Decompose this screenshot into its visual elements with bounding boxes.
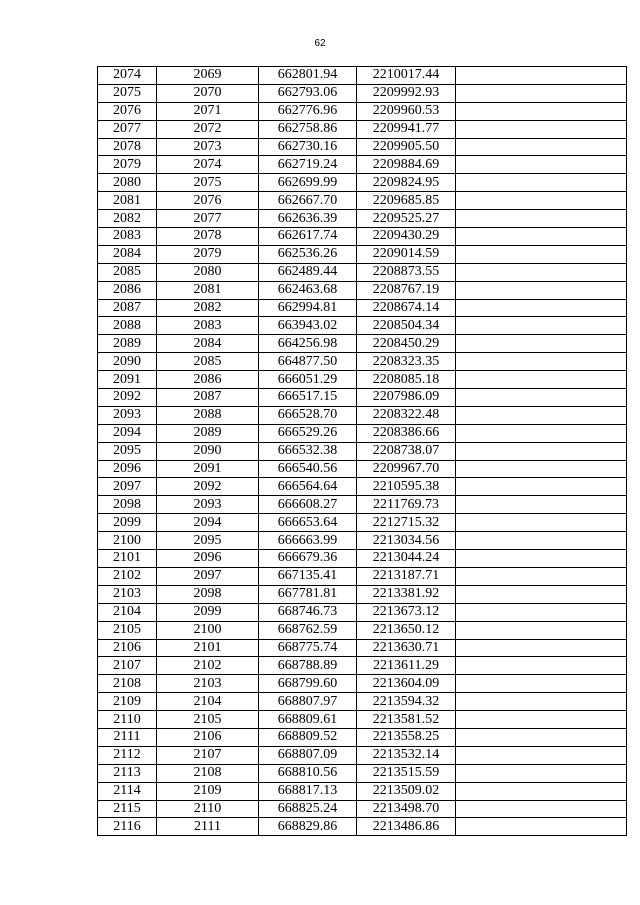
notes-cell xyxy=(456,210,627,228)
y-coordinate-cell: 2213611.29 xyxy=(357,657,456,675)
y-coordinate-cell: 2208674.14 xyxy=(357,299,456,317)
notes-cell xyxy=(456,800,627,818)
table-row xyxy=(98,496,627,514)
table-row xyxy=(98,675,627,693)
table-row xyxy=(98,67,627,85)
notes-cell xyxy=(456,335,627,353)
row-number-cell: 2109 xyxy=(98,693,157,711)
notes-cell xyxy=(456,371,627,389)
table-row xyxy=(98,102,627,120)
notes-cell xyxy=(456,138,627,156)
point-number-cell: 2108 xyxy=(157,764,259,782)
row-number-cell: 2082 xyxy=(98,210,157,228)
point-number-cell: 2105 xyxy=(157,711,259,729)
point-number-cell: 2095 xyxy=(157,532,259,550)
y-coordinate-cell: 2213486.86 xyxy=(357,818,456,836)
notes-cell xyxy=(456,389,627,407)
point-number-cell: 2084 xyxy=(157,335,259,353)
point-number-cell: 2085 xyxy=(157,353,259,371)
row-number-cell: 2111 xyxy=(98,728,157,746)
point-number-cell: 2078 xyxy=(157,228,259,246)
table-row xyxy=(98,84,627,102)
x-coordinate-cell: 662793.06 xyxy=(259,84,357,102)
notes-cell xyxy=(456,460,627,478)
notes-cell xyxy=(456,728,627,746)
table-row xyxy=(98,389,627,407)
table-row xyxy=(98,281,627,299)
x-coordinate-cell: 666528.70 xyxy=(259,406,357,424)
notes-cell xyxy=(456,567,627,585)
notes-cell xyxy=(456,245,627,263)
point-number-cell: 2090 xyxy=(157,442,259,460)
point-number-cell: 2096 xyxy=(157,550,259,568)
point-number-cell: 2101 xyxy=(157,639,259,657)
y-coordinate-cell: 2213558.25 xyxy=(357,728,456,746)
table-row xyxy=(98,335,627,353)
notes-cell xyxy=(456,496,627,514)
table-row xyxy=(98,228,627,246)
row-number-cell: 2090 xyxy=(98,353,157,371)
y-coordinate-cell: 2213650.12 xyxy=(357,621,456,639)
point-number-cell: 2091 xyxy=(157,460,259,478)
x-coordinate-cell: 668807.97 xyxy=(259,693,357,711)
row-number-cell: 2083 xyxy=(98,228,157,246)
y-coordinate-cell: 2207986.09 xyxy=(357,389,456,407)
x-coordinate-cell: 662489.44 xyxy=(259,263,357,281)
point-number-cell: 2082 xyxy=(157,299,259,317)
row-number-cell: 2105 xyxy=(98,621,157,639)
table-row xyxy=(98,818,627,836)
table-row xyxy=(98,550,627,568)
notes-cell xyxy=(456,603,627,621)
point-number-cell: 2071 xyxy=(157,102,259,120)
row-number-cell: 2095 xyxy=(98,442,157,460)
y-coordinate-cell: 2208450.29 xyxy=(357,335,456,353)
y-coordinate-cell: 2213594.32 xyxy=(357,693,456,711)
y-coordinate-cell: 2213532.14 xyxy=(357,746,456,764)
y-coordinate-cell: 2209967.70 xyxy=(357,460,456,478)
x-coordinate-cell: 666051.29 xyxy=(259,371,357,389)
row-number-cell: 2115 xyxy=(98,800,157,818)
table-row xyxy=(98,174,627,192)
notes-cell xyxy=(456,675,627,693)
coordinates-table xyxy=(97,66,627,836)
notes-cell xyxy=(456,84,627,102)
y-coordinate-cell: 2209824.95 xyxy=(357,174,456,192)
notes-cell xyxy=(456,174,627,192)
x-coordinate-cell: 668817.13 xyxy=(259,782,357,800)
table-row xyxy=(98,210,627,228)
row-number-cell: 2099 xyxy=(98,514,157,532)
x-coordinate-cell: 664256.98 xyxy=(259,335,357,353)
row-number-cell: 2104 xyxy=(98,603,157,621)
point-number-cell: 2103 xyxy=(157,675,259,693)
notes-cell xyxy=(456,639,627,657)
notes-cell xyxy=(456,263,627,281)
table-row xyxy=(98,353,627,371)
y-coordinate-cell: 2208322.48 xyxy=(357,406,456,424)
table-row xyxy=(98,728,627,746)
row-number-cell: 2079 xyxy=(98,156,157,174)
row-number-cell: 2116 xyxy=(98,818,157,836)
x-coordinate-cell: 664877.50 xyxy=(259,353,357,371)
x-coordinate-cell: 666532.38 xyxy=(259,442,357,460)
x-coordinate-cell: 668788.89 xyxy=(259,657,357,675)
table-row xyxy=(98,782,627,800)
x-coordinate-cell: 662730.16 xyxy=(259,138,357,156)
x-coordinate-cell: 668807.09 xyxy=(259,746,357,764)
y-coordinate-cell: 2209525.27 xyxy=(357,210,456,228)
row-number-cell: 2108 xyxy=(98,675,157,693)
row-number-cell: 2089 xyxy=(98,335,157,353)
row-number-cell: 2078 xyxy=(98,138,157,156)
row-number-cell: 2092 xyxy=(98,389,157,407)
notes-cell xyxy=(456,317,627,335)
point-number-cell: 2076 xyxy=(157,192,259,210)
y-coordinate-cell: 2208873.55 xyxy=(357,263,456,281)
x-coordinate-cell: 663943.02 xyxy=(259,317,357,335)
point-number-cell: 2069 xyxy=(157,67,259,85)
table-row xyxy=(98,567,627,585)
table-row xyxy=(98,371,627,389)
notes-cell xyxy=(456,120,627,138)
row-number-cell: 2106 xyxy=(98,639,157,657)
y-coordinate-cell: 2209884.69 xyxy=(357,156,456,174)
table-row xyxy=(98,138,627,156)
point-number-cell: 2087 xyxy=(157,389,259,407)
notes-cell xyxy=(456,782,627,800)
y-coordinate-cell: 2212715.32 xyxy=(357,514,456,532)
table-row xyxy=(98,424,627,442)
x-coordinate-cell: 666679.36 xyxy=(259,550,357,568)
y-coordinate-cell: 2213509.02 xyxy=(357,782,456,800)
x-coordinate-cell: 666517.15 xyxy=(259,389,357,407)
row-number-cell: 2094 xyxy=(98,424,157,442)
row-number-cell: 2086 xyxy=(98,281,157,299)
x-coordinate-cell: 662699.99 xyxy=(259,174,357,192)
row-number-cell: 2103 xyxy=(98,585,157,603)
x-coordinate-cell: 662617.74 xyxy=(259,228,357,246)
point-number-cell: 2102 xyxy=(157,657,259,675)
x-coordinate-cell: 666608.27 xyxy=(259,496,357,514)
x-coordinate-cell: 662758.86 xyxy=(259,120,357,138)
point-number-cell: 2094 xyxy=(157,514,259,532)
notes-cell xyxy=(456,299,627,317)
row-number-cell: 2093 xyxy=(98,406,157,424)
y-coordinate-cell: 2208767.19 xyxy=(357,281,456,299)
table-row xyxy=(98,603,627,621)
y-coordinate-cell: 2209960.53 xyxy=(357,102,456,120)
point-number-cell: 2070 xyxy=(157,84,259,102)
row-number-cell: 2110 xyxy=(98,711,157,729)
x-coordinate-cell: 668775.74 xyxy=(259,639,357,657)
row-number-cell: 2075 xyxy=(98,84,157,102)
notes-cell xyxy=(456,353,627,371)
y-coordinate-cell: 2213515.59 xyxy=(357,764,456,782)
notes-cell xyxy=(456,514,627,532)
table-row xyxy=(98,299,627,317)
row-number-cell: 2080 xyxy=(98,174,157,192)
x-coordinate-cell: 662801.94 xyxy=(259,67,357,85)
table-row xyxy=(98,764,627,782)
point-number-cell: 2098 xyxy=(157,585,259,603)
point-number-cell: 2080 xyxy=(157,263,259,281)
notes-cell xyxy=(456,442,627,460)
table-row xyxy=(98,621,627,639)
table-row xyxy=(98,245,627,263)
table-row xyxy=(98,406,627,424)
table-row xyxy=(98,317,627,335)
table-row xyxy=(98,156,627,174)
row-number-cell: 2107 xyxy=(98,657,157,675)
point-number-cell: 2072 xyxy=(157,120,259,138)
row-number-cell: 2097 xyxy=(98,478,157,496)
y-coordinate-cell: 2208085.18 xyxy=(357,371,456,389)
x-coordinate-cell: 662719.24 xyxy=(259,156,357,174)
notes-cell xyxy=(456,156,627,174)
x-coordinate-cell: 666529.26 xyxy=(259,424,357,442)
y-coordinate-cell: 2208504.34 xyxy=(357,317,456,335)
x-coordinate-cell: 662636.39 xyxy=(259,210,357,228)
notes-cell xyxy=(456,818,627,836)
x-coordinate-cell: 668825.24 xyxy=(259,800,357,818)
y-coordinate-cell: 2210017.44 xyxy=(357,67,456,85)
notes-cell xyxy=(456,764,627,782)
point-number-cell: 2086 xyxy=(157,371,259,389)
x-coordinate-cell: 662776.96 xyxy=(259,102,357,120)
x-coordinate-cell: 668799.60 xyxy=(259,675,357,693)
y-coordinate-cell: 2213498.70 xyxy=(357,800,456,818)
y-coordinate-cell: 2208386.66 xyxy=(357,424,456,442)
notes-cell xyxy=(456,711,627,729)
x-coordinate-cell: 662994.81 xyxy=(259,299,357,317)
y-coordinate-cell: 2209941.77 xyxy=(357,120,456,138)
table-row xyxy=(98,514,627,532)
table-row xyxy=(98,800,627,818)
row-number-cell: 2081 xyxy=(98,192,157,210)
table-row xyxy=(98,657,627,675)
y-coordinate-cell: 2213187.71 xyxy=(357,567,456,585)
y-coordinate-cell: 2209905.50 xyxy=(357,138,456,156)
table-row xyxy=(98,639,627,657)
table-row xyxy=(98,711,627,729)
notes-cell xyxy=(456,585,627,603)
point-number-cell: 2110 xyxy=(157,800,259,818)
row-number-cell: 2112 xyxy=(98,746,157,764)
notes-cell xyxy=(456,532,627,550)
row-number-cell: 2096 xyxy=(98,460,157,478)
point-number-cell: 2074 xyxy=(157,156,259,174)
table-row xyxy=(98,585,627,603)
page-number: 62 xyxy=(314,38,326,49)
y-coordinate-cell: 2211769.73 xyxy=(357,496,456,514)
x-coordinate-cell: 668809.61 xyxy=(259,711,357,729)
notes-cell xyxy=(456,192,627,210)
notes-cell xyxy=(456,102,627,120)
point-number-cell: 2099 xyxy=(157,603,259,621)
notes-cell xyxy=(456,281,627,299)
y-coordinate-cell: 2213034.56 xyxy=(357,532,456,550)
point-number-cell: 2079 xyxy=(157,245,259,263)
table-row xyxy=(98,693,627,711)
y-coordinate-cell: 2213630.71 xyxy=(357,639,456,657)
y-coordinate-cell: 2213381.92 xyxy=(357,585,456,603)
table-row xyxy=(98,120,627,138)
point-number-cell: 2106 xyxy=(157,728,259,746)
x-coordinate-cell: 668809.52 xyxy=(259,728,357,746)
x-coordinate-cell: 667135.41 xyxy=(259,567,357,585)
y-coordinate-cell: 2210595.38 xyxy=(357,478,456,496)
y-coordinate-cell: 2208738.07 xyxy=(357,442,456,460)
y-coordinate-cell: 2213044.24 xyxy=(357,550,456,568)
row-number-cell: 2113 xyxy=(98,764,157,782)
row-number-cell: 2087 xyxy=(98,299,157,317)
row-number-cell: 2077 xyxy=(98,120,157,138)
notes-cell xyxy=(456,550,627,568)
row-number-cell: 2076 xyxy=(98,102,157,120)
point-number-cell: 2075 xyxy=(157,174,259,192)
table-row xyxy=(98,746,627,764)
table-row xyxy=(98,263,627,281)
notes-cell xyxy=(456,67,627,85)
y-coordinate-cell: 2209014.59 xyxy=(357,245,456,263)
point-number-cell: 2077 xyxy=(157,210,259,228)
notes-cell xyxy=(456,621,627,639)
table-row xyxy=(98,478,627,496)
row-number-cell: 2088 xyxy=(98,317,157,335)
x-coordinate-cell: 666653.64 xyxy=(259,514,357,532)
point-number-cell: 2111 xyxy=(157,818,259,836)
x-coordinate-cell: 662463.68 xyxy=(259,281,357,299)
point-number-cell: 2073 xyxy=(157,138,259,156)
point-number-cell: 2081 xyxy=(157,281,259,299)
point-number-cell: 2109 xyxy=(157,782,259,800)
point-number-cell: 2100 xyxy=(157,621,259,639)
table-row xyxy=(98,442,627,460)
table-row xyxy=(98,192,627,210)
table-row xyxy=(98,532,627,550)
y-coordinate-cell: 2209430.29 xyxy=(357,228,456,246)
row-number-cell: 2084 xyxy=(98,245,157,263)
row-number-cell: 2098 xyxy=(98,496,157,514)
x-coordinate-cell: 666564.64 xyxy=(259,478,357,496)
point-number-cell: 2088 xyxy=(157,406,259,424)
y-coordinate-cell: 2213673.12 xyxy=(357,603,456,621)
y-coordinate-cell: 2208323.35 xyxy=(357,353,456,371)
y-coordinate-cell: 2209685.85 xyxy=(357,192,456,210)
row-number-cell: 2085 xyxy=(98,263,157,281)
table-row xyxy=(98,460,627,478)
x-coordinate-cell: 662667.70 xyxy=(259,192,357,210)
x-coordinate-cell: 666663.99 xyxy=(259,532,357,550)
y-coordinate-cell: 2213581.52 xyxy=(357,711,456,729)
row-number-cell: 2100 xyxy=(98,532,157,550)
x-coordinate-cell: 667781.81 xyxy=(259,585,357,603)
notes-cell xyxy=(456,746,627,764)
point-number-cell: 2107 xyxy=(157,746,259,764)
notes-cell xyxy=(456,693,627,711)
row-number-cell: 2101 xyxy=(98,550,157,568)
notes-cell xyxy=(456,478,627,496)
x-coordinate-cell: 668810.56 xyxy=(259,764,357,782)
point-number-cell: 2097 xyxy=(157,567,259,585)
y-coordinate-cell: 2213604.09 xyxy=(357,675,456,693)
notes-cell xyxy=(456,657,627,675)
notes-cell xyxy=(456,228,627,246)
x-coordinate-cell: 668762.59 xyxy=(259,621,357,639)
row-number-cell: 2114 xyxy=(98,782,157,800)
y-coordinate-cell: 2209992.93 xyxy=(357,84,456,102)
point-number-cell: 2093 xyxy=(157,496,259,514)
row-number-cell: 2091 xyxy=(98,371,157,389)
notes-cell xyxy=(456,424,627,442)
notes-cell xyxy=(456,406,627,424)
x-coordinate-cell: 666540.56 xyxy=(259,460,357,478)
row-number-cell: 2074 xyxy=(98,67,157,85)
x-coordinate-cell: 668746.73 xyxy=(259,603,357,621)
x-coordinate-cell: 662536.26 xyxy=(259,245,357,263)
point-number-cell: 2089 xyxy=(157,424,259,442)
x-coordinate-cell: 668829.86 xyxy=(259,818,357,836)
point-number-cell: 2083 xyxy=(157,317,259,335)
point-number-cell: 2092 xyxy=(157,478,259,496)
table-body xyxy=(98,67,627,836)
point-number-cell: 2104 xyxy=(157,693,259,711)
row-number-cell: 2102 xyxy=(98,567,157,585)
